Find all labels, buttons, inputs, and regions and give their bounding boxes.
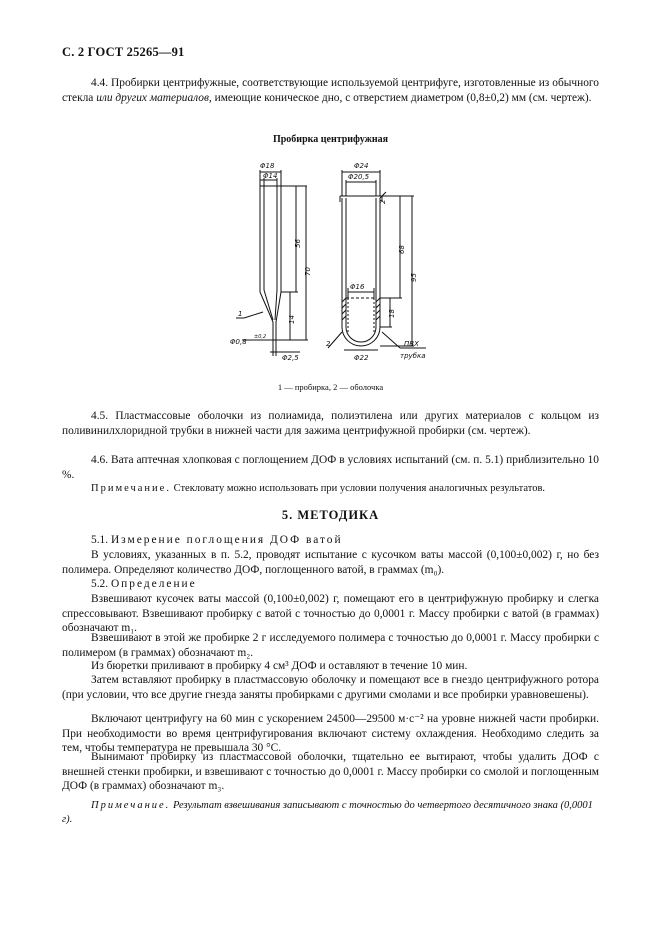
note-2-text: Результат взвешивания записывают с точностью до четвертого десятичного знака (0,0001 г). <box>62 800 593 825</box>
section-5-title: 5. МЕТОДИКА <box>281 508 380 522</box>
label-h56: 56 <box>294 239 302 248</box>
clause-4-4 <box>62 76 599 105</box>
subsection-5-1-text: В условиях, указанных в п. 5.2, проводят испытание с кусочком ваты массой (0,100±0,002) г, но без полимера. Определяют количество ДОФ, поглощенного ватой, в граммах (m₀). <box>62 549 599 576</box>
clause-4-4-text: 4.4. Пробирки центрифужные, соответствующие используемой центрифуге, изготовленные из обычного стекла <box>62 77 599 104</box>
subsection-5-1-num: 5.1. <box>91 534 109 546</box>
label-d20-5: Φ20,5 <box>348 173 370 181</box>
note-1 <box>62 482 599 496</box>
page-header: С. 2 ГОСТ 25265—91 <box>62 45 185 59</box>
label-d14: Φ14 <box>263 172 278 180</box>
note-1-label: Примечание. <box>91 483 171 494</box>
label-tube: трубка <box>400 352 426 360</box>
paragraph-4: Затем вставляют пробирку в пластмассовую оболочку и помещают все в гнездо центрифужного ротора (при условии, что все другие гнезда заняты пробирками с другими смолами и все пробирки уравновешены). <box>62 674 599 701</box>
label-d24: Φ24 <box>354 162 369 170</box>
label-d16: Φ16 <box>350 283 365 291</box>
paragraph-2: Взвешивают в этой же пробирке 2 г исследуемого полимера с точностью до 0,0001 г. Массу пробирки с полимером (в граммах) обозначают m₂. <box>62 632 599 659</box>
clause-4-6: 4.6. Вата аптечная хлопковая с поглощением ДОФ в условиях испытаний (см. п. 5.1) приблизительно 10 %. <box>62 454 599 481</box>
paragraph-1: Взвешивают кусочек ваты массой (0,100±0,002) г, помещают его в центрифужную пробирку и слегка спрессовывают. Взвешивают пробирку с ватой с точностью до 0,0001 г. Массу пробирки с ватой (в граммах) обозначают m₁. <box>62 593 599 635</box>
label-1: 1 <box>238 310 243 318</box>
note-1-text: Стекловату можно использовать при условии получения аналогичных результатов. <box>170 483 546 494</box>
label-pvc: ПВХ <box>404 340 419 348</box>
label-h18: 18 <box>388 309 396 318</box>
label-2: 2 <box>326 340 331 348</box>
label-h95: 95 <box>410 273 418 282</box>
figure-caption: 1 — пробирка, 2 — оболочка <box>277 382 384 392</box>
label-d18: Φ18 <box>260 162 275 170</box>
paragraph-6: Вынимают пробирку из пластмассовой оболочки, тщательно ее вытирают, чтобы удалить ДОФ с внешней стенки пробирки, и взвешивают с точностью до 0,0001 г. Массу пробирки со смолой и поглощенным ДОФ (в граммах) обозначают m₃. <box>62 751 599 793</box>
centrifuge-tube-drawing <box>230 152 430 382</box>
subsection-5-2-num: 5.2. <box>91 578 109 590</box>
label-h68: 68 <box>398 245 406 254</box>
label-2-small: 2 <box>379 199 387 204</box>
subsection-5-1-title: Измерение поглощения ДОФ ватой <box>110 534 343 546</box>
label-h70: 70 <box>304 267 312 276</box>
note-2-label: Примечание. <box>91 800 171 811</box>
figure-title: Пробирка центрифужная <box>272 134 389 145</box>
label-d22: Φ22 <box>354 354 369 362</box>
clause-4-4-text-end: имеющие коническое дно, с отверстием диаметром (0,8±0,2) мм (см. чертеж). <box>211 91 592 104</box>
label-d0-8: Φ0,8 <box>230 338 247 346</box>
label-h14: 14 <box>288 315 296 324</box>
note-2 <box>62 799 599 826</box>
subsection-5-2-title: Определение <box>110 578 197 590</box>
clause-4-5: 4.5. Пластмассовые оболочки из полиамида, полиэтилена или других материалов с кольцом из поливинилхлоридной трубки в нижней части для зажима центрифужной пробирки (см. чертеж). <box>62 410 599 437</box>
label-tolerance: ±0,2 <box>254 334 267 340</box>
paragraph-3: Из бюретки приливают в пробирку 4 см³ ДОФ и оставляют в течение 10 мин. <box>91 660 468 672</box>
paragraph-5: Включают центрифугу на 60 мин с ускорением 24500—29500 м·с⁻² на уровне нижней части пробирки. При необходимости во время центрифугирования включают систему охлаждения. Необходимо следить за тем, чтобы температура не превышала 30 °С. <box>62 713 599 755</box>
subsection-5-2-heading <box>62 577 599 592</box>
clause-4-4-italic: или других материалов, <box>96 91 212 104</box>
subsection-5-1-heading <box>62 533 599 548</box>
label-d2-5: Φ2,5 <box>282 354 299 362</box>
